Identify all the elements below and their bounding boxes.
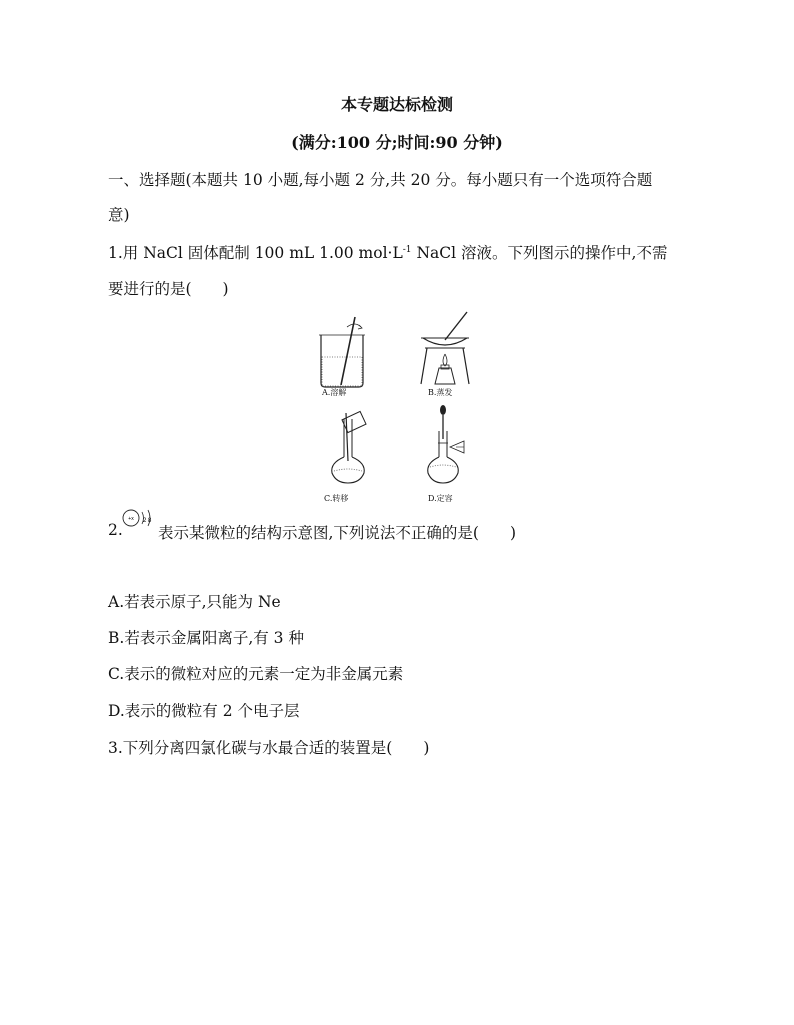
question-2-option-c: C.表示的微粒对应的元素一定为非金属元素 <box>108 665 404 683</box>
question-1-superscript: -1 <box>402 244 412 255</box>
figure-label-c: C.转移 <box>324 494 349 503</box>
question-1-line2: 要进行的是( ) <box>108 280 229 298</box>
transfer-flask-diagram <box>320 405 380 485</box>
shell-electron-counts: 2 8 <box>143 518 152 524</box>
question-1-text-a: 1.用 NaCl 固体配制 100 mL 1.00 mol·L <box>108 244 403 262</box>
atomic-structure-diagram <box>122 508 162 532</box>
section-heading-line2: 意) <box>108 206 130 224</box>
page-title: 本专题达标检测 <box>340 95 453 114</box>
question-2-option-b: B.若表示金属阳离子,有 3 种 <box>108 629 304 647</box>
dissolving-beaker-diagram <box>315 315 375 395</box>
question-2-option-a: A.若表示原子,只能为 Ne <box>108 593 281 611</box>
question-2-option-d: D.表示的微粒有 2 个电子层 <box>108 702 300 720</box>
question-3-stem: 3.下列分离四氯化碳与水最合适的装置是( ) <box>108 739 430 757</box>
figure-label-d: D.定容 <box>428 494 453 503</box>
question-1-figure <box>310 305 480 505</box>
question-1-text-b: NaCl 溶液。下列图示的操作中,不需 <box>411 244 668 262</box>
figure-label-a: A.溶解 <box>322 388 347 397</box>
page-subtitle: (满分:100 分;时间:90 分钟) <box>291 133 503 152</box>
figure-label-b: B.蒸发 <box>428 388 453 397</box>
question-1-line1 <box>108 241 667 263</box>
question-2-number: 2. <box>108 521 123 539</box>
section-heading-line1: 一、选择题(本题共 10 小题,每小题 2 分,共 20 分。每小题只有一个选项符合题 <box>108 171 653 189</box>
evaporation-apparatus-diagram <box>415 310 475 390</box>
volume-adjust-diagram <box>420 405 480 485</box>
nucleus-label: +x <box>128 516 134 522</box>
question-2-stem: 表示某微粒的结构示意图,下列说法不正确的是( ) <box>158 524 517 542</box>
